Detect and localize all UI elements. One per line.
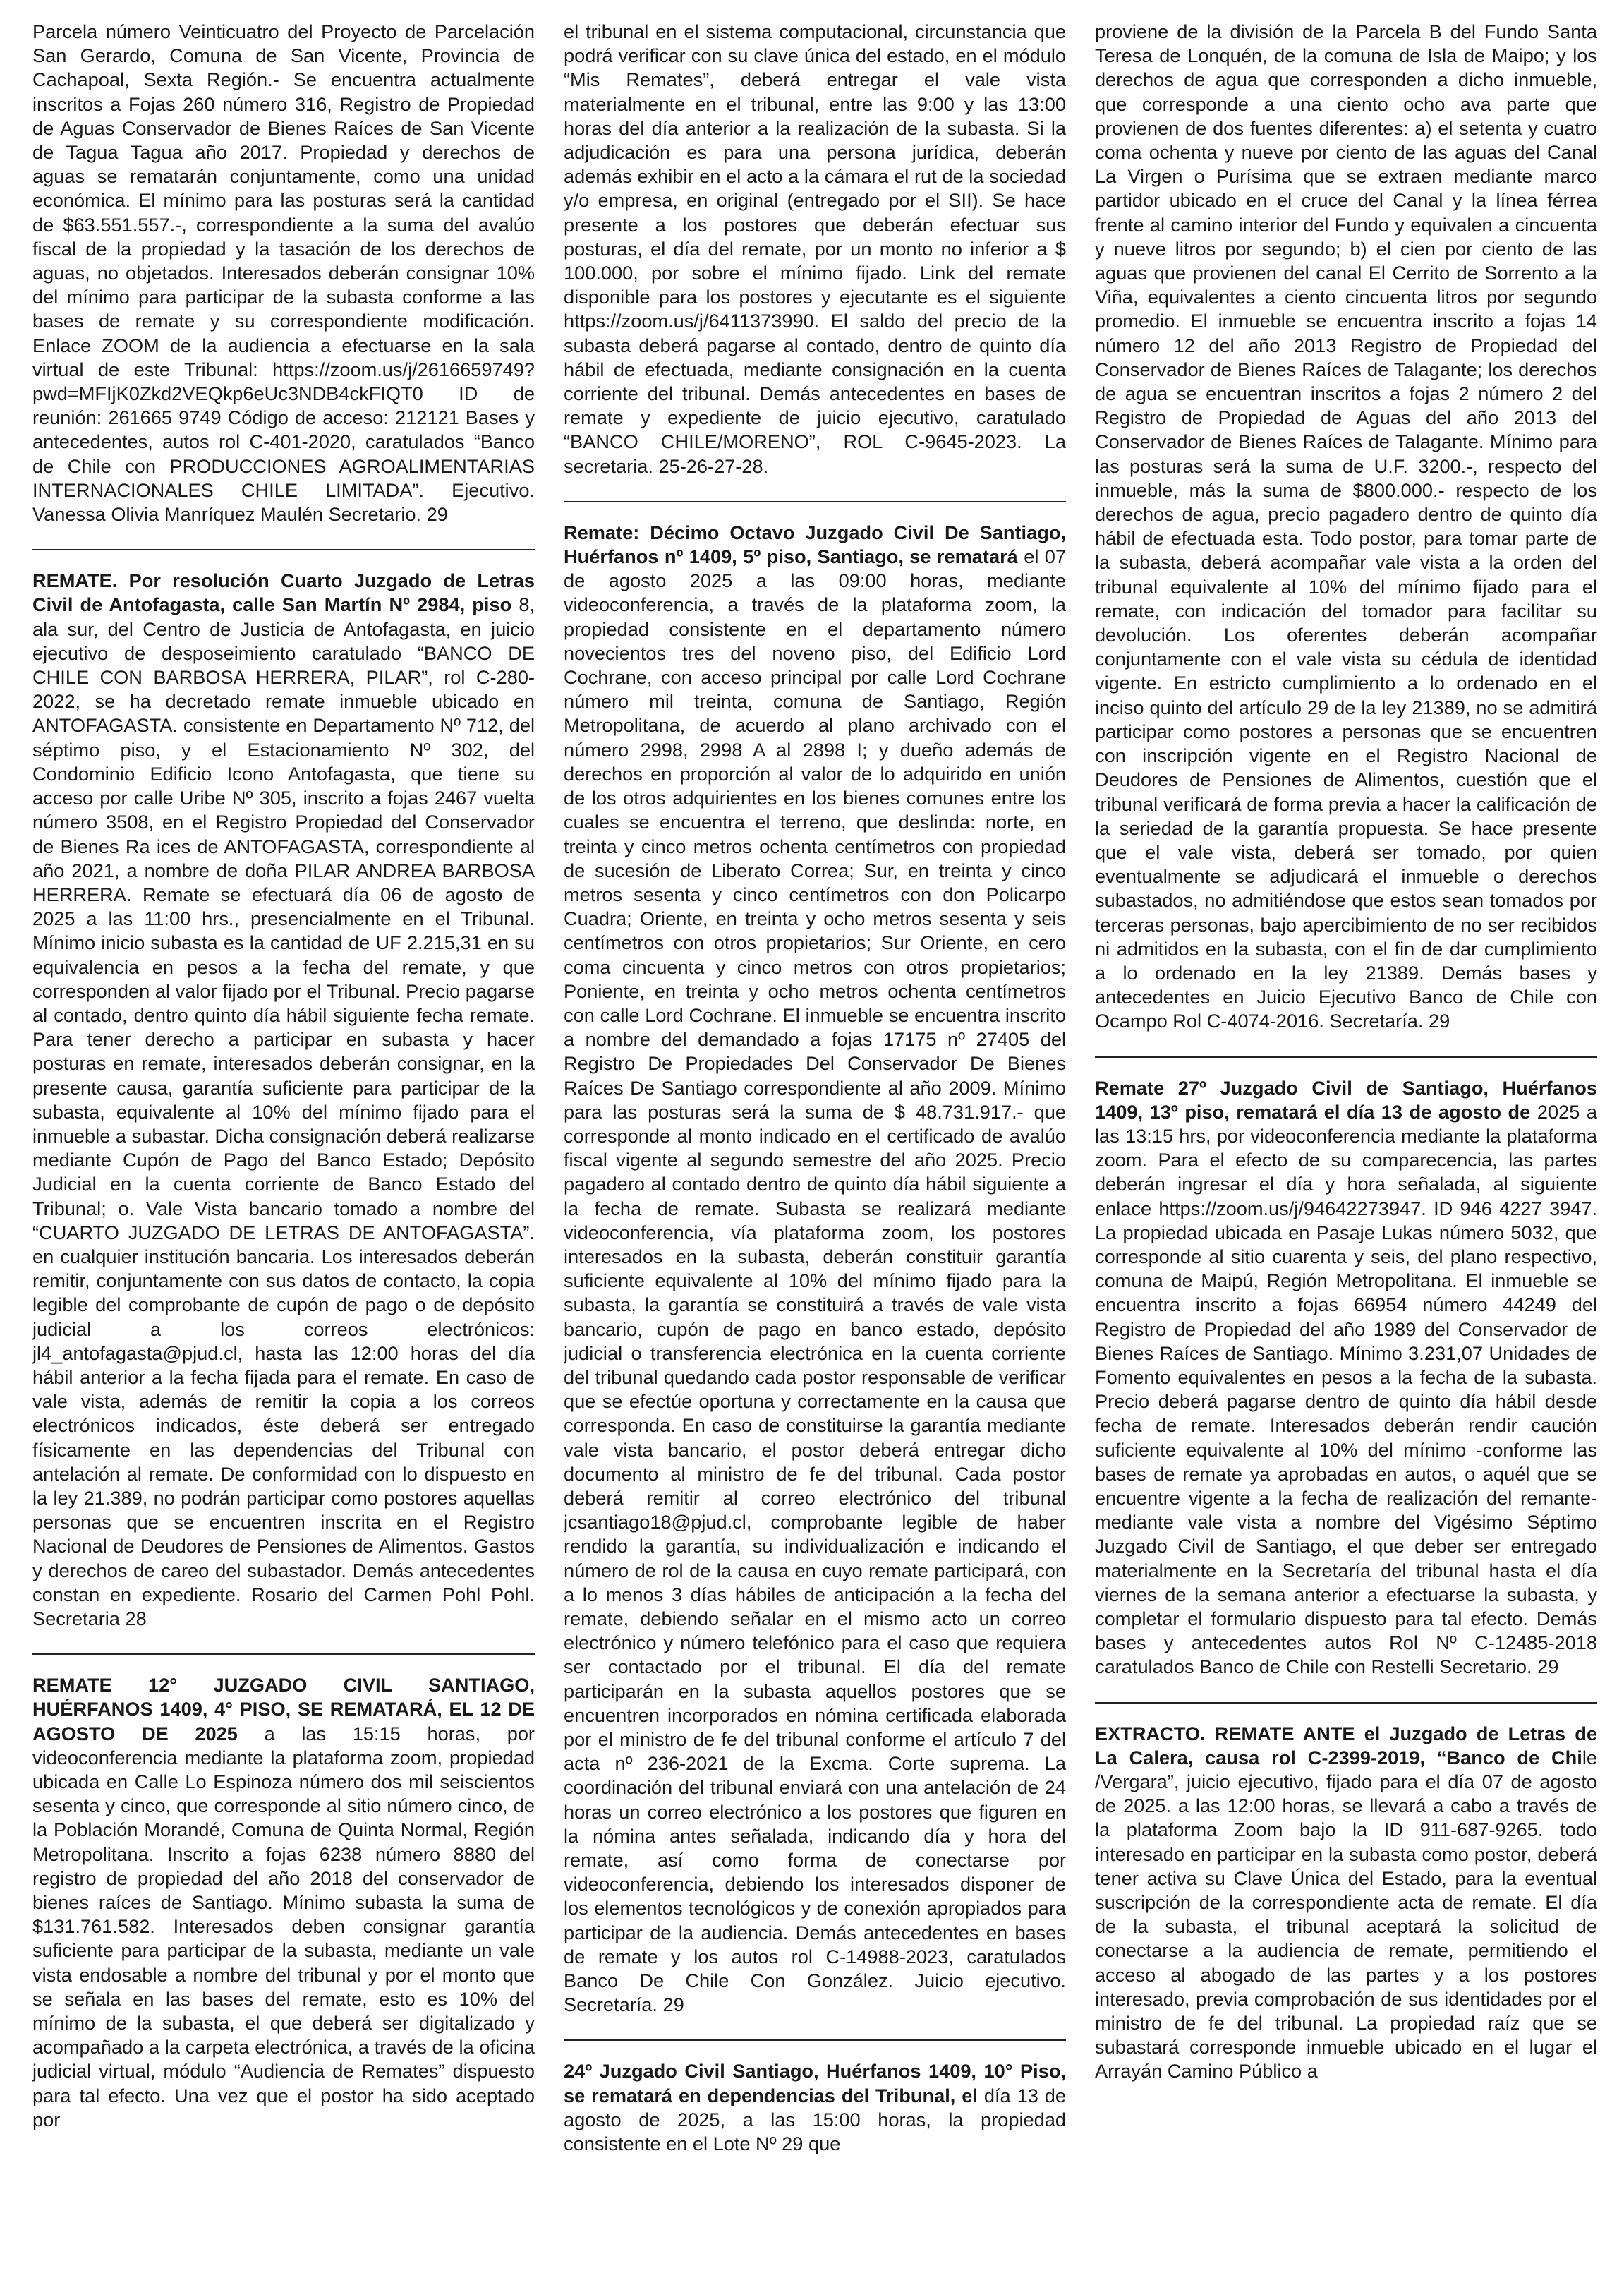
notice-divider — [32, 549, 535, 550]
column-2 — [564, 20, 1066, 2271]
notice-body: día 13 de agosto de 2025, a las 15:00 horas, la propiedad consistente en el Lote Nº 29 que — [564, 2084, 1066, 2155]
notice-divider — [32, 1653, 535, 1655]
notice-divider — [1095, 1702, 1597, 1704]
notice-juzgado-la-calera — [1095, 1722, 1597, 2084]
notice-body: a las 15:15 horas, por videoconferencia mediante la plataforma zoom, propiedad ubicada en Calle Lo Espinoza número dos mil seiscientos sesenta y cinco, que corresponde al sitio número cinco, de la Población Morandé, Comuna de Quinta Normal, Región Metropolitana. Inscrito a fojas 6238 número 8880 del registro de propiedad del año 2018 del conservador de bienes raíces de Santiago. Mínimo subasta la suma de $131.761.582. Interesados deben consignar garantía suficiente para participar de la subasta, mediante un vale vista endosable a nombre del tribunal y por el monto que se señala en las bases del remate, esto es 10% del mínimo de la subasta, el que deberá ser digitalizado y acompañado a la carpeta electrónica, a través de la oficina judicial virtual, módulo “Audiencia de Remates” dispuesto para tal efecto. Una vez que el postor ha sido aceptado por — [32, 1722, 535, 2130]
notice-heading: EXTRACTO. REMATE ANTE el Juzgado de Letras de La Calera, causa rol C-2399-2019, “Banco de Chi — [1095, 1722, 1597, 1768]
notice-body: 2025 a las 13:15 hrs, por videoconferencia mediante la plataforma zoom. Para el efecto de su comparecencia, las partes deberán ingresar el día y hora señalada, al siguiente enlace https://zoom.us/j/94642273947. ID 946 4227 3947. La propiedad ubicada en Pasaje Lukas número 5032, que corresponde al sitio cuarenta y seis, del plano respectivo, comuna de Maipú, Región Metropolitana. El inmueble se encuentra inscrito a fojas 66954 número 44249 del Registro de Propiedad del año 1989 del Conservador de Bienes Raíces de Santiago. Mínimo 3.231,07 Unidades de Fomento equivalentes en pesos a la fecha de la subasta. Precio deberá pagarse dentro de quinto día hábil desde fecha de remate. Interesados deberán rendir caución suficiente equivalente al 10% del mínimo -conforme las bases de remate ya aprobadas en autos, o aquél que se encuentre vigente a la fecha de realización del remante- mediante vale vista a nombre del Vigésimo Séptimo Juzgado Civil de Santiago, el que deber ser entregado materialmente en la Secretaría del tribunal hasta el día viernes de la semana anterior a efectuarse la subasta, y completar el formulario dispuesto para tal efecto. Demás bases y antecedentes autos Rol Nº C-12485-2018 caratulados Banco de Chile con Restelli Secretario. 29 — [1095, 1100, 1597, 1678]
notice-body: le /Vergara”, juicio ejecutivo, fijado para el día 07 de agosto de 2025. a las 12:00 horas, se llevará a cabo a través de la plataforma Zoom bajo la ID 911-687-9265. todo interesado en participar en la subasta como postor, deberá tener activa su Clave Única del Estado, para la eventual suscripción de la correspondiente acta de remate. El día de la subasta, el tribunal aceptará la solicitud de conectarse a la audiencia de remate, permitiendo el acceso al abogado de las partes y a los postores interesado, previa comprobación de sus identidades por el ministro de fe del tribunal. La propiedad raíz que se subastará corresponde inmueble ubicado en el lugar el Arrayán Camino Público a — [1095, 1746, 1597, 2082]
newspaper-page — [32, 20, 1597, 2271]
notice-heading: REMATE. Por resolución Cuarto Juzgado de Letras Civil de Antofagasta, calle San Martín Nº 2984, piso — [32, 569, 535, 616]
column-3 — [1095, 20, 1597, 2271]
column-1 — [32, 20, 535, 2271]
notice-divider — [564, 2039, 1066, 2041]
notice-heading: Remate: Décimo Octavo Juzgado Civil De Santiago, Huérfanos nº 1409, 5º piso, Santiago, se rematará — [564, 521, 1066, 568]
notice-cuarto-juzgado-antofagasta — [32, 569, 535, 1631]
notice-parcela-san-gerardo — [32, 20, 535, 526]
notice-body: el tribunal en el sistema computacional, circunstancia que podrá verificar con su clave única del estado, en el módulo “Mis Remates”, deberá entregar el vale vista materialmente en el tribunal, entre las 9:00 y las 13:00 horas del día anterior a la realización de la subasta. Si la adjudicación es para una persona jurídica, deberán además exhibir en el acto a la cámara el rut de la sociedad y/o empresa, en original (entregado por el SII). Se hace presente a los postores que deberán efectuar sus posturas, el día del remate, por un monto no inferior a $ 100.000, por sobre el mínimo fijado. Link del remate disponible para los postores y ejecutante es el siguiente https://zoom.us/j/6411373990. El saldo del precio de la subasta deberá pagarse al contado, dentro de quinto día hábil de efectuada, mediante consignación en la cuenta corriente del tribunal. Demás antecedentes en bases de remate y expediente de juicio ejecutivo, caratulado “BANCO CHILE/MORENO”, ROL C-9645-2023. La secretaria. 25-26-27-28. — [564, 20, 1066, 477]
notice-body: proviene de la división de la Parcela B del Fundo Santa Teresa de Lonquén, de la comuna de Isla de Maipo; y los derechos de agua que corresponden a dicho inmueble, que corresponde a una ciento ocho ava parte que provienen de dos fuentes diferentes: a) el setenta y cuatro coma ochenta y nueve por ciento de las aguas del Canal La Virgen o Purísima que se extraen mediante marco partidor ubicado en el cruce del Canal y la línea férrea frente al camino interior del Fundo y equivalen a cincuenta y nueve litros por segundo; b) el cien por ciento de las aguas que provienen del canal El Cerrito de Sorrento a la Viña, equivalentes a ciento cincuenta litros por segundo promedio. El inmueble se encuentra inscrito a fojas 14 número 12 del año 2013 Registro de Propiedad del Conservador de Bienes Raíces de Talagante; los derechos de agua se encuentran inscritos a fojas 2 número 2 del Registro de Propiedad de Aguas del año 2013 del Conservador de Bienes Raíces de Talagante. Mínimo para las posturas será la suma de U.F. 3200.-, respecto del inmueble, más la suma de $800.000.- respecto de los derechos de agua, precio pagadero dentro de quinto día hábil de efectuada esta. Todo postor, para tomar parte de la subasta, deberá acompañar vale vista a la orden del tribunal equivalente al 10% del mínimo fijado para el remate, con indicación del tomador para facilitar su devolución. Los oferentes deberán acompañar conjuntamente con el vale vista su cédula de identidad vigente. En estricto cumplimiento a lo ordenado en el inciso quinto del artículo 29 de la ley 21389, no se admitirá participar como postores a personas que se encuentren con inscripción vigente en el Registro Nacional de Deudores de Pensiones de Alimentos, cuestión que el tribunal verificará de forma previa a hacer la calificación de la seriedad de la garantía propuesta. Se hace presente que el vale vista, deberá ser tomado, por quien eventualmente se adjudicará el inmueble o derechos subastados, no admitiéndose que estos sean tomados por terceras personas, bajo apercibimiento de no ser recibidos ni admitidos en la subasta, con el fin de dar cumplimiento a lo ordenado en la ley 21389. Demás bases y antecedentes en Juicio Ejecutivo Banco de Chile con Ocampo Rol C-4074-2016. Secretaría. 29 — [1095, 20, 1597, 1032]
notice-body: 8, ala sur, del Centro de Justicia de Antofagasta, en juicio ejecutivo de desposeimiento caratulado “BANCO DE CHILE CON BARBOSA HERRERA, PILAR”, rol C-280-2022, se ha decretado remate inmueble ubicado en ANTOFAGASTA. consistente en Departamento Nº 712, del séptimo piso, y el Estacionamiento Nº 302, del Condominio Edificio Icono Antofagasta, que tiene su acceso por calle Uribe Nº 305, inscrito a fojas 2467 vuelta número 3508, en el Registro Propiedad del Conservador de Bienes Ra ices de ANTOFAGASTA, correspondiente al año 2021, a nombre de doña PILAR ANDREA BARBOSA HERRERA. Remate se efectuará día 06 de agosto de 2025 a las 11:00 hrs., presencialmente en el Tribunal. Mínimo inicio subasta es la cantidad de UF 2.215,31 en su equivalencia en pesos a la fecha del remate, y que corresponden al valor fijado por el Tribunal. Precio pagarse al contado, dentro quinto día hábil siguiente fecha remate. Para tener derecho a participar en subasta y hacer posturas en remate, interesados deberán consignar, en la presente causa, garantía suficiente para participar de la subasta, equivalente al 10% del mínimo fijado para el inmueble a subastar. Dicha consignación deberá realizarse mediante Cupón de Pago del Banco Estado; Depósito Judicial en la cuenta corriente de Banco Estado del Tribunal; o. Vale Vista bancario tomado a nombre del “CUARTO JUZGADO DE LETRAS DE ANTOFAGASTA”. en cualquier institución bancaria. Los interesados deberán remitir, conjuntamente con sus datos de contacto, la copia legible del comprobante de cupón de pago o de depósito judicial a los correos electrónicos: jl4_antofagasta@pjud.cl, hasta las 12:00 horas del día hábil anterior a la fecha fijada para el remate. En caso de vale vista, además de remitir la copia a los correos electrónicos indicados, éste deberá ser entregado físicamente en las dependencias del Tribunal con antelación al remate. De conformidad con lo dispuesto en la ley 21.389, no podrán participar como postores aquellas personas que se encuentren inscrita en el Registro Nacional de Deudores de Pensiones de Alimentos. Gastos y derechos de careo del subastador. Demás antecedentes constan en expediente. Rosario del Carmen Pohl Pohl. Secretaria 28 — [32, 593, 535, 1629]
notice-fundo-santa-teresa — [1095, 20, 1597, 1034]
notice-heading: Remate 27º Juzgado Civil de Santiago, Huérfanos 1409, 13º piso, rematará el día 13 de agosto de — [1095, 1076, 1597, 1123]
notice-body: el 07 de agosto 2025 a las 09:00 horas, mediante videoconferencia, a través de la plataforma zoom, la propiedad consistente en el departamento número novecientos tres del noveno piso, del Edificio Lord Cochrane, con acceso principal por calle Lord Cochrane número mil treinta, comuna de Santiago, Región Metropolitana, de acuerdo al plano archivado con el número 2998, 2998 A al 2898 I; y dueño además de derechos en proporción al valor de lo adquirido en unión de los otros adquirientes en los bienes comunes entre los cuales se encuentra el terreno, que deslinda: norte, en treinta y cinco metros ochenta centímetros con propiedad de sucesión de Liberato Correa; Sur, en treinta y cinco metros sesenta y cinco centímetros con don Policarpo Cuadra; Oriente, en treinta y ocho metros sesenta y seis centímetros con otros propietarios; Sur Oriente, en cero coma cincuenta y cinco metros con otros propietarios; Poniente, en treinta y ocho metros ochenta centímetros con calle Lord Cochrane. El inmueble se encuentra inscrito a nombre del demandado a fojas 17175 nº 27405 del Registro De Propiedades Del Conservador De Bienes Raíces De Santiago correspondiente al año 2009. Mínimo para las posturas será la suma de $ 48.731.917.- que corresponde al monto indicado en el certificado de avalúo fiscal vigente al segundo semestre del año 2025. Precio pagadero al contado dentro de quinto día hábil siguiente a la fecha de remate. Subasta se realizará mediante videoconferencia, vía plataforma zoom, los postores interesados en la subasta, deberán constituir garantía suficiente equivalente al 10% del mínimo fijado para la subasta, la garantía se constituirá a través de vale vista bancario, cupón de pago en banco estado, depósito judicial o transferencia electrónica en la cuenta corriente del tribunal quedando cada postor responsable de verificar que se efectúe oportuna y correctamente en la causa que corresponda. En caso de constituirse la garantía mediante vale vista bancario, el postor deberá entregar dicho documento al ministro de fe del tribunal. Cada postor deberá remitir al correo electrónico del tribunal jcsantiago18@pjud.cl, comprobante legible de haber rendido la garantía, su individualización e indicando el número de rol de la causa en cuyo remate participará, con a lo menos 3 días hábiles de anticipación a la fecha del remate, debiendo señalar en el mismo acto un correo electrónico y número telefónico para el caso que requiera ser contactado por el tribunal. El día del remate participarán en la subasta aquellos postores que se encuentren incorporados en nómina certificada elaborada por el ministro de fe del tribunal conforme el artículo 7 del acta nº 236-2021 de la Excma. Corte suprema. La coordinación del tribunal enviará con una antelación de 24 horas un correo electrónico a los postores que figuren en la nómina antes señalada, indicando día y hora del remate, así como forma de conectarse por videoconferencia, debiendo los interesados disponer de los elementos tecnológicos y de conexión apropiados para participar de la audiencia. Demás antecedentes en bases de remate y los autos rol C-14988-2023, caratulados Banco De Chile Con González. Juicio ejecutivo. Secretaría. 29 — [564, 545, 1066, 2016]
notice-banco-chile-moreno — [564, 20, 1066, 478]
notice-27-juzgado-civil — [1095, 1076, 1597, 1680]
notice-body: Parcela número Veinticuatro del Proyecto de Parcelación San Gerardo, Comuna de San Vicente, Provincia de Cachapoal, Sexta Región.- Se encuentra actualmente inscritos a Fojas 260 número 316, Registro de Propiedad de Aguas Conservador de Bienes Raíces de San Vicente de Tagua Tagua año 2017. Propiedad y derechos de aguas se rematarán conjuntamente, como una unidad económica. El mínimo para las posturas será la cantidad de $63.551.557.-, correspondiente a la suma del avalúo fiscal de la propiedad y la tasación de los derechos de aguas, no objetados. Interesados deberán consignar 10% del mínimo para participar de la subasta conforme a las bases de remate y su correspondiente modificación. Enlace ZOOM de la audiencia a efectuarse en la sala virtual de este Tribunal: https://zoom.us/j/2616659749?pwd=MFIjK0Zkd2VEQkp6eUc3NDB4ckFIQT0 ID de reunión: 261665 9749 Código de acceso: 212121 Bases y antecedentes, autos rol C-401-2020, caratulados “Banco de Chile con PRODUCCIONES AGROALIMENTARIAS INTERNACIONALES CHILE LIMITADA”. Ejecutivo. Vanessa Olivia Manríquez Maulén Secretario. 29 — [32, 20, 535, 526]
notice-heading: REMATE 12° JUZGADO CIVIL SANTIAGO, HUÉRFANOS 1409, 4° PISO, SE REMATARÁ, EL 12 DE AGOSTO DE 2025 — [32, 1674, 535, 1744]
notice-12-juzgado-civil — [32, 1673, 535, 2132]
notice-divider — [1095, 1056, 1597, 1058]
notice-heading: 24º Juzgado Civil Santiago, Huérfanos 1409, 10° Piso, se rematará en dependencias del Tribunal, el — [564, 2060, 1066, 2106]
notice-divider — [564, 501, 1066, 502]
notice-24-juzgado-civil — [564, 2059, 1066, 2156]
notice-18-juzgado-civil — [564, 521, 1066, 2018]
